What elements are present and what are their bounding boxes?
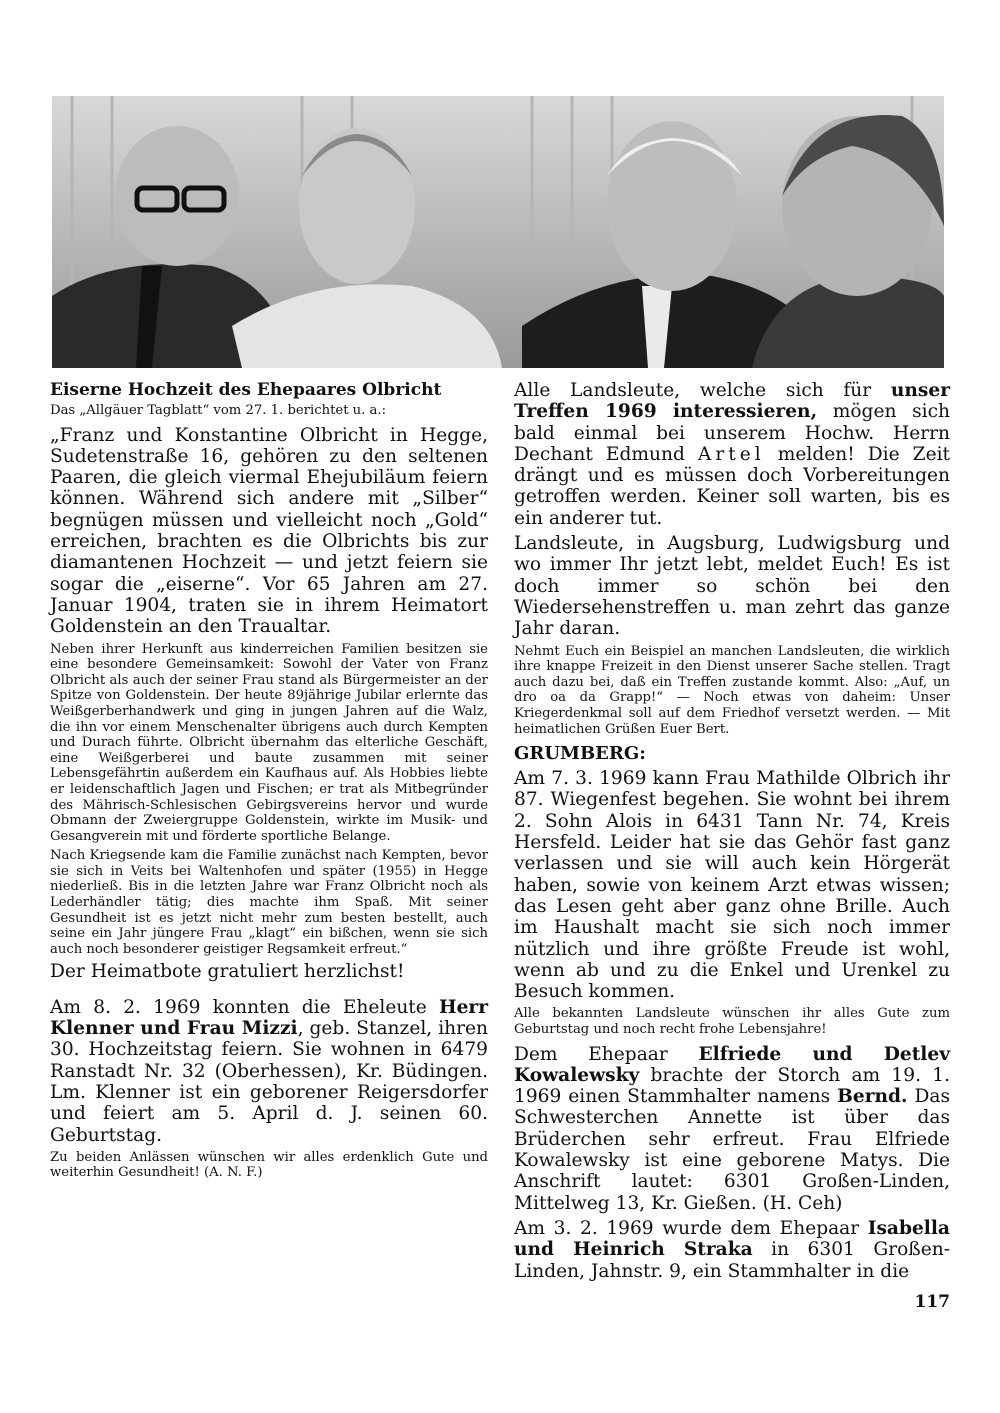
right-column [514,380,950,1286]
photo-icon [52,96,944,368]
straka-paragraph: Am 3. 2. 1969 wurde dem Ehepaar Isabella und Heinrich Straka in 6301 Großen-Linden, Jahnstr. 9, ein Stammhalter in die [514,1217,950,1282]
kowalewsky-paragraph: Dem Ehepaar Elfriede und Detlev Kowalewsky brachte der Storch am 19. 1. 1969 einen Stammhalter namens Bernd. Das Schwesterchen Annette ist über das Brüderchen sehr erfreut. Frau Elfriede Kowalewsky ist eine geborene Matys. Die Anschrift lautet: 6301 Großen-Linden, Mittelweg 13, Kr. Gießen. (H. Ceh) [514,1043,950,1214]
page-number: 117 [914,1292,950,1312]
olbrich-paragraph: Am 7. 3. 1969 kann Frau Mathilde Olbrich ihr 87. Wiegenfest begehen. Sie wohnt bei ihrem 2. Sohn Alois in 6431 Tann Nr. 74, Kreis Hersfeld. Leider hat sie das Gehör fast ganz verlassen und sie will auch kein Hörgerät haben, sowie von keinem Arzt etwas wissen; das Lesen geht aber ganz ohne Brille. Auch im Haushalt macht sie sich noch immer nützlich und ihre größte Freude ist wohl, wenn ab und zu die Enkel und Urenkel zu Besuch kommen. [514,768,950,1003]
caption-title: Eiserne Hochzeit des Ehepaares Olbricht [50,380,442,400]
postwar-paragraph: Nach Kriegsende kam die Familie zunächst nach Kempten, bevor sie sich in Veits bei Waltenhofen und später (1955) in Hegge niederließ. Bis in die letzten Jahre war Franz Olbricht noch als Lederhändler tätig; dies machte ihm Spaß. Mit seiner Gesundheit ist es jetzt nicht mehr zum besten bestellt, auch seine ein Jahr jüngere Frau „klagt“ ein bißchen, wenn sie sich auch noch besonderer geistiger Regsamkeit erfreut.“ [50,848,488,957]
source-line: Das „Allgäuer Tagblatt“ vom 27. 1. berichtet u. a.: [50,403,387,418]
article-photo [52,96,944,368]
landsleute-paragraph: Landsleute, in Augsburg, Ludwigsburg und wo immer Ihr jetzt lebt, meldet Euch! Es ist doch immer so schön bei den Wiedersehenstreffen u. man zehrt das ganze Jahr daran. [514,533,950,640]
quote-paragraph: „Franz und Konstantine Olbricht in Hegge, Sudetenstraße 16, gehören zu den seltenen Paaren, die gleich viermal Ehejubiläum feiern können. Während sich andere mit „Silber“ begnügen müssen und vielleicht noch „Gold“ erreichen, brachten es die Olbrichts bis zur diamantenen Hochzeit — und jetzt feiern sie sogar die „eiserne“. Vor 65 Jahren am 27. Januar 1904, traten sie in ihrem Heimatort Goldenstein an den Traualtar. [50,424,488,638]
section-heading-grumberg: GRUMBERG: [514,743,646,765]
biography-paragraph: Neben ihrer Herkunft aus kinderreichen Familien besitzen sie eine besondere Gemeinsamkeit: Sowohl der Vater von Franz Olbricht als auch der seiner Frau stand als Bürgermeister an der Spitze von Goldenstein. Der heute 89jährige Jubilar erlernte das Weißgerberhandwerk und ging in jungen Jahren auf die Walz, die ihn vor einem Menschenalter übrigens auch durch Kempten und Durach führte. Olbricht übernahm das elterliche Geschäft, eine Weißgerberei und baute zusammen mit seiner Lebensgefährtin außerdem ein Kaufhaus auf. Als Hobbies liebte er leidenschaftlich Jagen und Fischen; er trat als Mitbegründer des Mährisch-Schlesischen Gebirgsvereins hervor und wurde Obmann der Zweiergruppe Goldenstein, wirkte im Musik- und Gesangverein mit und förderte sportliche Belange. [50,641,488,844]
congratulation-line: Der Heimatbote gratuliert herzlichst! [50,961,405,983]
klenner-wishes: Zu beiden Anlässen wünschen wir alles erdenklich Gute und weiterhin Gesundheit! (A. N. F.) [50,1149,488,1181]
klenner-paragraph: Am 8. 2. 1969 konnten die Eheleute Herr Klenner und Frau Mizzi, geb. Stanzel, ihren 30. Hochzeitstag feiern. Sie wohnen in 6479 Ranstadt Nr. 32 (Oberhessen), Kr. Büdingen. Lm. Klenner ist ein geborener Reigersdorfer und feiert am 5. April d. J. seinen 60. Geburtstag. [50,996,488,1146]
left-column [50,380,488,1185]
olbrich-wishes: Alle bekannten Landsleute wünschen ihr alles Gute zum Geburtstag und noch recht frohe Lebensjahre! [514,1006,950,1037]
beispiel-paragraph: Nehmt Euch ein Beispiel an manchen Landsleuten, die wirklich ihre knappe Freizeit in den Dienst unserer Sache stellen. Tragt auch dazu bei, daß ein Treffen zustande kommt. Also: „Auf, un dro oa da Grapp!“ — Noch etwas von daheim: Unser Kriegerdenkmal soll auf dem Friedhof versetzt werden. — Mit heimatlichen Grüßen Euer Bert. [514,643,950,737]
treffen-paragraph: Alle Landsleute, welche sich für unser Treffen 1969 interessieren, mögen sich bald einmal bei unserem Hochw. Herrn Dechant Edmund Artel melden! Die Zeit drängt und es müssen doch Vorbereitungen getroffen werden. Keiner soll warten, bis es ein anderer tut. [514,380,950,529]
